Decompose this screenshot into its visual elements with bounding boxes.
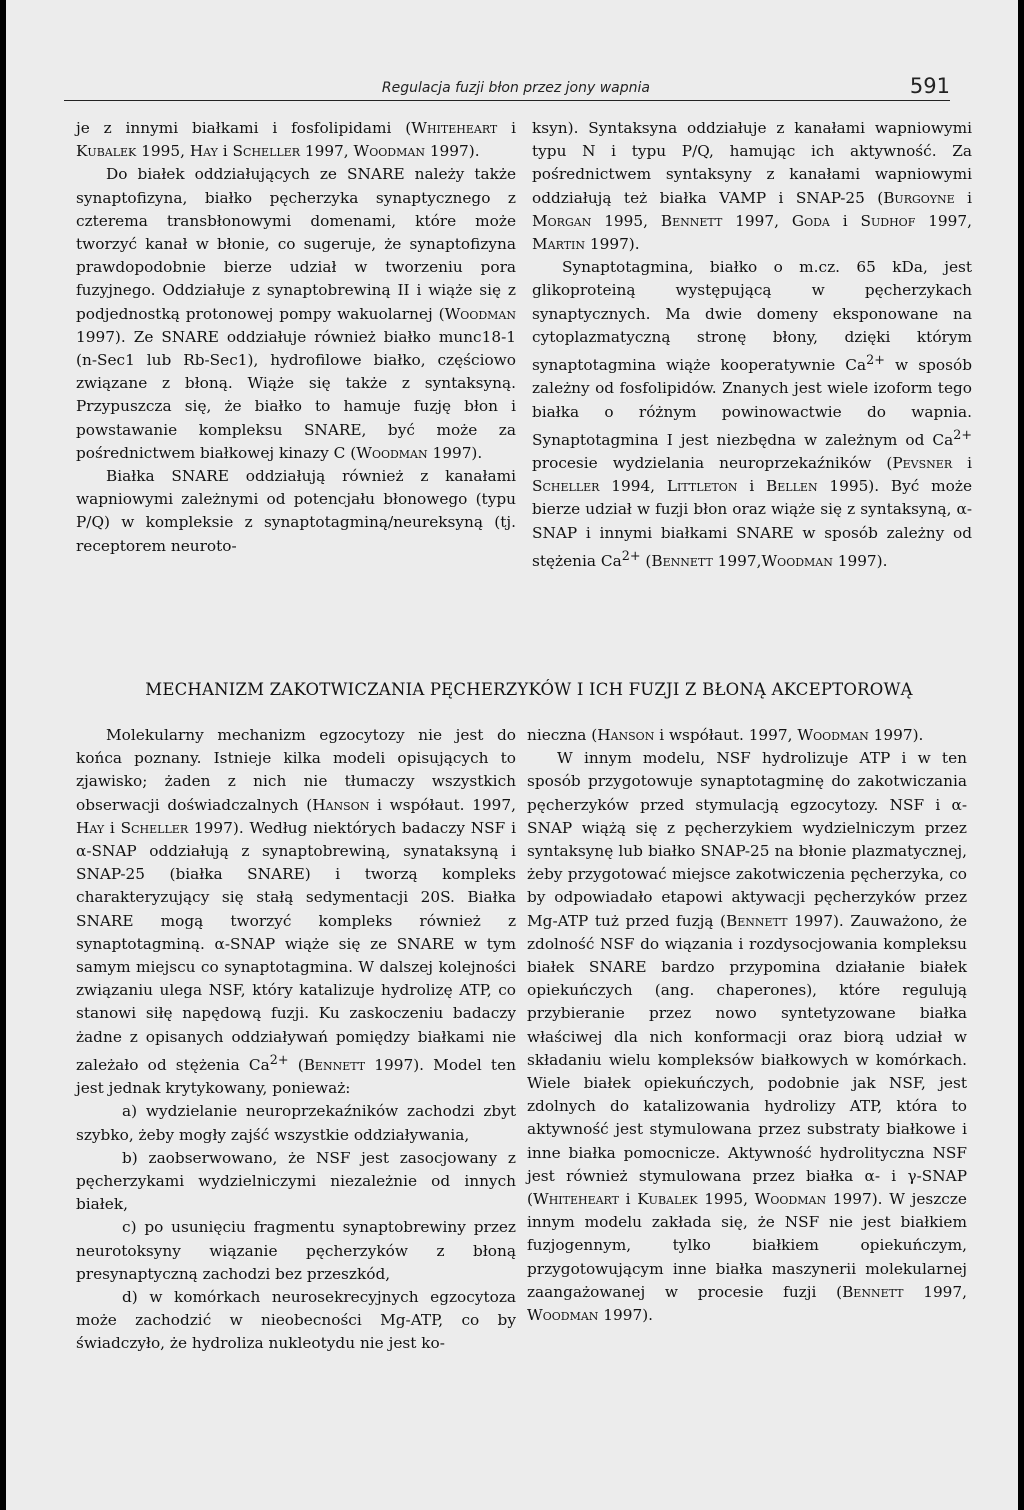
column-bottom-right [527,724,967,1327]
paragraph: ksyn). Syntaksyna oddziałuje z kanałami wapniowymi typu N i typu P/Q, hamując ich aktywność. Za pośrednictwem syntaksyny z kanałami wapniowymi oddziałują też białka VAMP i SNAP-25 (Burgoyne i Morgan 1995, Bennett 1997, Goda i Sudhof 1997, Martin 1997). [532,119,972,254]
column-top-right [532,117,972,573]
paragraph: Białka SNARE oddziałują również z kanałami wapniowymi zależnymi od potencjału błonowego (typu P/Q) w kompleksie z synaptotagminą/neureksyną (tj. receptorem neuroto- [76,467,516,555]
paper-sheet [6,0,1018,1510]
paragraph: W innym modelu, NSF hydrolizuje ATP i w ten sposób przygotowuje synaptotagminę do zakotwiczania pęcherzyków przed stymulacją egzocytozy. NSF i α-SNAP wiążą się z pęcherzykiem wydzielniczym przez syntaksynę lub białko SNAP-25 na błonie plazmatycznej, żeby przygotować miejsce zakotwiczenia pęcherzyka, co by odpowiadało etapowi aktywacji pęcherzyków przez Mg-ATP tuż przed fuzją (Bennett 1997). Zauważono, że zdolność NSF do wiązania i rozdysocjowania kompleksu białek SNARE bardzo przypomina działanie białek opiekuńczych (ang. chaperones), które regulują przybieranie przez nowo syntetyzowane białka właściwej dla nich konformacji oraz biorą udział w składaniu wielu kompleksów białkowych w komórkach. Wiele białek opiekuńczych, podobnie jak NSF, jest zdolnych do katalizowania hydrolizy ATP, która to aktywność jest stymulowana przez substraty białkowe i inne białka pomocnicze. Aktywność hydrolityczna NSF jest również stymulowana przez białka α- i γ-SNAP (Whiteheart i Kubalek 1995, Woodman 1997). W jeszcze innym modelu zakłada się, że NSF nie jest białkiem fuzjogennym, tylko białkiem opiekuńczym, przygotowującym inne białka maszynerii molekularnej zaangażowanej w procesie fuzji (Bennett 1997, Woodman 1997). [527,749,968,1325]
list-item: a) wydzielanie neuroprzekaźników zachodzi zbyt szybko, żeby mogły zajść wszystkie oddziaływania, [76,1102,516,1144]
paragraph: nieczna (Hanson i współaut. 1997, Woodman 1997). [527,726,924,744]
column-bottom-left [76,724,516,1356]
paragraph: Synaptotagmina, białko o m.cz. 65 kDa, jest glikoproteiną występującą w pęcherzykach synaptycznych. Ma dwie domeny eksponowane na cytoplazmatyczną stronę błony, dzięki którym synaptotagmina wiąże kooperatywnie $Ca^{2+}$ w sposób zależny od fosfolipidów. Znanych jest wiele izoform tego białka o różnym powinowactwie do wapnia. Synaptotagmina I jest niezbędna w zależnym od $Ca^{2+}$ procesie wydzielania neuroprzekaźników (Pevsner i Scheller 1994, Littleton i Bellen 1995). Być może bierze udział w fuzji błon oraz wiąże się z syntaksyną, α-SNAP i innymi białkami SNARE w sposób zależny od stężenia $Ca^{2+}$ (Bennett 1997,Woodman 1997). [532,258,972,570]
page-header [64,74,950,101]
paragraph: Do białek oddziałujących ze SNARE należy także synaptofizyna, białko pęcherzyka synaptycznego z czterema transbłonowymi domenami, które może tworzyć kanał w błonie, co sugeruje, że synaptofizyna prawdopodobnie bierze udział w tworzeniu pora fuzyjnego. Oddziałuje z synaptobrewiną II i wiąże się z podjednostką protonowej pompy wakuolarnej (Woodman 1997). Ze SNARE oddziałuje również białko munc18-1 (n-Sec1 lub Rb-Sec1), hydrofilowe białko, częściowo związane z błoną. Wiąże się także z syntaksyną. Przypuszcza się, że białko to hamuje fuzję błon i powstawanie kompleksu SNARE, być może za pośrednictwem białkowej kinazy C (Woodman 1997). [76,165,516,462]
column-top-left [76,117,516,558]
section-heading: MECHANIZM ZAKOTWICZANIA PĘCHERZYKÓW I ICH FUZJI Z BŁONĄ AKCEPTOROWĄ [145,680,913,699]
page-number: 591 [909,74,950,98]
list-item: d) w komórkach neurosekrecyjnych egzocytoza może zachodzić w nieobecności Mg-ATP, co by świadczyło, że hydroliza nukleotydu nie jest ko- [76,1287,516,1353]
list-item: c) po usunięciu fragmentu synaptobrewiny przez neurotoksyny wiązanie pęcherzyków z błoną presynaptyczną zachodzi bez przeszkód, [76,1218,516,1283]
running-title: Regulacja fuzji błon przez jony wapnia [381,80,650,96]
list-item: b) zaobserwowano, że NSF jest zasocjowany z pęcherzykami wydzielniczymi niezależnie od innych białek, [76,1148,516,1214]
paragraph: je z innymi białkami i fosfolipidami (Whiteheart i Kubalek 1995, Hay i Scheller 1997, Woodman 1997). [76,119,516,161]
paragraph: Molekularny mechanizm egzocytozy nie jest do końca poznany. Istnieje kilka modeli opisujących to zjawisko; żaden z nich nie tłumaczy wszystkich obserwacji doświadczalnych (Hanson i współaut. 1997, Hay i Scheller 1997). Według niektórych badaczy NSF i α-SNAP oddziałują z synaptobrewiną, synataksyną i SNAP-25 (białka SNARE) i tworzą kompleks charakteryzujący się stałą sedymentacji 20S. Białka SNARE mogą tworzyć kompleks również z synaptotagminą. α-SNAP wiąże się ze SNARE w tym samym miejscu co synaptotagmina. W dalszej kolejności związaniu ulega NSF, który katalizuje hydrolizę ATP, co stanowi siłę napędową fuzji. Ku zaskoczeniu badaczy żadne z opisanych oddziaływań pomiędzy białkami nie zależało od stężenia $Ca^{2+}$ (Bennett 1997). Model ten jest jednak krytykowany, ponieważ: [76,726,516,1098]
